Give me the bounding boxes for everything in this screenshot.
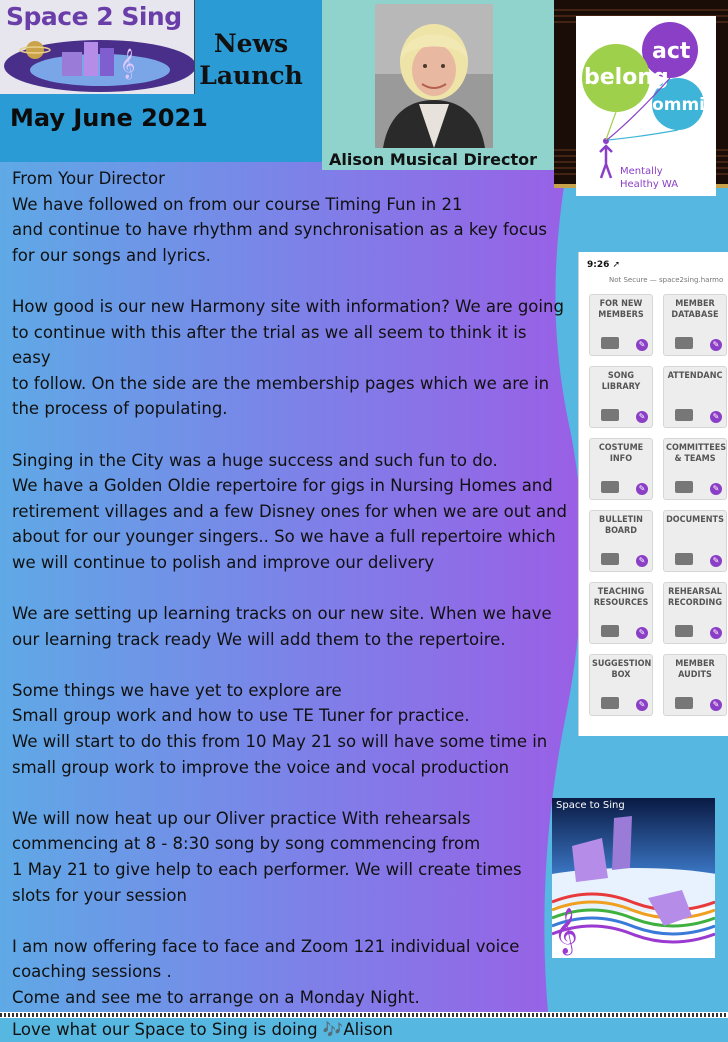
org-line-1: Mentally: [620, 166, 663, 177]
news-line-2: Launch: [199, 61, 303, 90]
letter-paragraph-6: We will now heat up our Oliver practice With rehearsals commencing at 8 - 8:30 song by song commencing from 1 May 21 to give help to each performer. We will create times slots for your session: [12, 808, 522, 905]
act-belong-commit-art: [576, 16, 716, 196]
site-tile: [663, 438, 727, 500]
edit-badge-icon: ✎: [636, 699, 648, 711]
site-tile-icon: [672, 406, 696, 422]
news-launch-heading: [190, 28, 312, 92]
edit-badge-icon: ✎: [710, 699, 722, 711]
card-title: Space to Sing: [556, 800, 625, 811]
site-tile-label: FOR NEW MEMBERS: [598, 299, 644, 320]
site-tile: [589, 366, 653, 428]
site-tile: [663, 582, 727, 644]
edit-badge-icon: ✎: [636, 483, 648, 495]
site-tile-label: DOCUMENTS: [666, 515, 724, 525]
membership-site-screenshot: [578, 252, 728, 736]
edit-badge-icon: ✎: [636, 339, 648, 351]
act-word: act: [652, 39, 691, 64]
site-tile-icon: [598, 694, 622, 710]
site-tile: [589, 510, 653, 572]
site-tile: [589, 294, 653, 356]
edit-badge-icon: ✎: [710, 339, 722, 351]
site-tile-label: SONG LIBRARY: [601, 371, 641, 392]
letter-signoff: Love what our Space to Sing is doing 🎶Alison: [12, 1019, 393, 1039]
site-tile-icon: [672, 478, 696, 494]
site-tile-icon: [598, 550, 622, 566]
site-tile-icon: [598, 406, 622, 422]
news-line-1: News: [213, 29, 289, 58]
director-photo: [375, 4, 493, 148]
svg-text:𝄞: 𝄞: [554, 908, 578, 954]
site-tile: [663, 510, 727, 572]
site-tile-label: COSTUME INFO: [598, 443, 644, 464]
director-letter: [12, 166, 567, 1042]
belong-word: belong: [584, 65, 669, 90]
site-tile-label: REHEARSAL RECORDING: [668, 587, 722, 608]
edit-badge-icon: ✎: [710, 555, 722, 567]
edit-badge-icon: ✎: [710, 483, 722, 495]
space-to-sing-artwork: [552, 798, 715, 958]
site-tile: [589, 438, 653, 500]
letter-greeting: From Your Director: [12, 169, 165, 188]
space-to-sing-card: [552, 798, 715, 958]
letter-paragraph-4: We are setting up learning tracks on our new site. When we have our learning track ready We will add them to the repertoire.: [12, 604, 552, 649]
site-tile-label: SUGGESTION BOX: [592, 659, 652, 680]
site-tile-icon: [598, 622, 622, 638]
edit-badge-icon: ✎: [636, 627, 648, 639]
site-tile-icon: [672, 622, 696, 638]
letter-paragraph-7: I am now offering face to face and Zoom 121 individual voice coaching sessions . Come and see me to arrange on a Monday Night.: [12, 936, 520, 1007]
site-tile-label: MEMBER DATABASE: [671, 299, 719, 320]
site-tile: [663, 294, 727, 356]
phone-url-bar: Not Secure — space2sing.harmo: [609, 276, 724, 284]
site-tile-icon: [598, 334, 622, 350]
site-tile-icon: [672, 694, 696, 710]
space-2-sing-logo: [0, 0, 195, 94]
act-belong-commit-logo: [576, 16, 716, 196]
site-tile-label: ATTENDANC: [667, 371, 723, 381]
photo-caption: Alison Musical Director: [328, 150, 537, 169]
site-tile-label: MEMBER AUDITS: [675, 659, 715, 680]
site-tile-label: BULLETIN BOARD: [599, 515, 643, 536]
site-tile: [663, 654, 727, 716]
letter-paragraph-5: Some things we have yet to explore are Small group work and how to use TE Tuner for practice. We will start to do this from 10 May 21 so will have some time in small group work to improve the voice and vocal production: [12, 680, 548, 777]
director-photo-panel: [322, 0, 554, 170]
phone-status-time: 9:26 ➚: [587, 260, 621, 270]
site-tile-icon: [672, 334, 696, 350]
site-tile-icon: [672, 550, 696, 566]
letter-paragraph-3: Singing in the City was a huge success and such fun to do. We have a Golden Oldie repertoire for gigs in Nursing Homes and retirement villages and a few Disney ones for when we are out and about for our younger singers.. So we have a full repertoire which we will continue to polish and improve our delivery: [12, 450, 567, 572]
edit-badge-icon: ✎: [636, 411, 648, 423]
logo-title: Space 2 Sing: [6, 2, 182, 31]
logo-artwork: [0, 30, 195, 94]
site-tile: [663, 366, 727, 428]
org-line-2: Healthy WA: [620, 179, 679, 190]
letter-paragraph-2: How good is our new Harmony site with information? We are going to continue with this after the trial as we all seem to think it is easy to follow. On the side are the membership pages which we are in the process of populating.: [12, 296, 564, 419]
site-tile: [589, 654, 653, 716]
site-tile-icon: [598, 478, 622, 494]
edit-badge-icon: ✎: [710, 627, 722, 639]
site-tile-label: TEACHING RESOURCES: [593, 587, 649, 608]
svg-text:𝄞: 𝄞: [120, 49, 136, 79]
letter-paragraph-1: We have followed on from our course Timing Fun in 21 and continue to have rhythm and synchronisation as a key focus for our songs and lyrics.: [12, 194, 547, 265]
site-tile-label: COMMITTEES & TEAMS: [666, 443, 727, 464]
commit-word: commit: [642, 95, 714, 115]
site-tile: [589, 582, 653, 644]
issue-date: May June 2021: [10, 104, 208, 132]
bottom-dashed-border: [0, 1012, 728, 1018]
edit-badge-icon: ✎: [636, 555, 648, 567]
edit-badge-icon: ✎: [710, 411, 722, 423]
